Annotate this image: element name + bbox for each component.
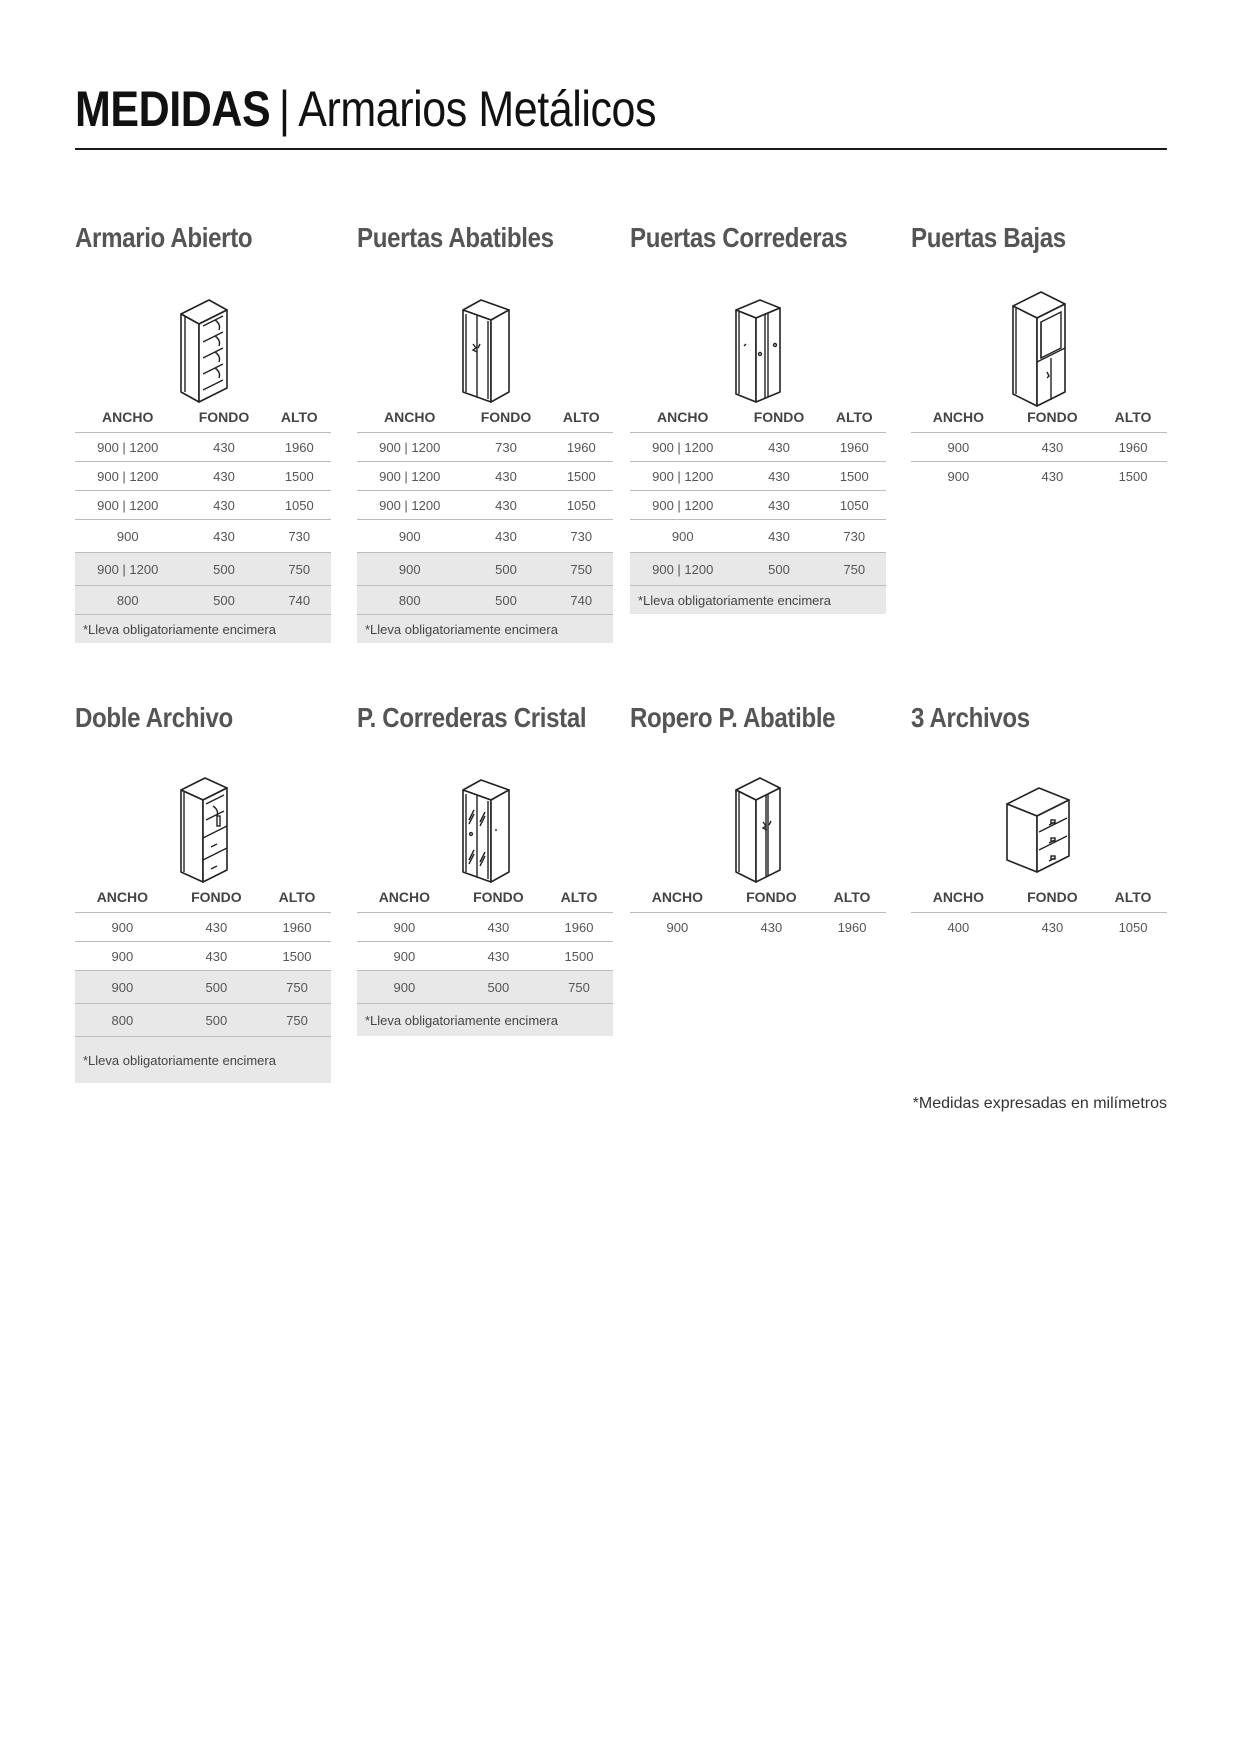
cell-alto: 730	[823, 520, 886, 553]
open-shelf-cabinet-icon	[173, 292, 233, 408]
table-row	[357, 491, 613, 520]
cell-alto: 1500	[550, 462, 613, 491]
measurements-footnote: *Medidas expresadas en milímetros	[912, 1095, 1167, 1112]
dimensions-table	[357, 882, 613, 1036]
cell-ancho: 900 | 1200	[357, 433, 462, 462]
col-ancho: ANCHO	[630, 882, 725, 913]
cell-fondo: 430	[452, 913, 545, 942]
low-doors-cabinet-icon	[1007, 286, 1071, 412]
section-title: Puertas Abatibles	[357, 222, 554, 253]
dimensions-table	[630, 882, 886, 941]
header-divider	[75, 148, 1167, 150]
section-puertas-abatibles	[357, 220, 613, 637]
cell-ancho: 400	[947, 919, 970, 935]
hinged-doors-cabinet-icon	[455, 292, 515, 408]
cell-alto: 750	[823, 553, 886, 586]
cell-ancho: 900	[357, 913, 452, 942]
cell-ancho: 900	[357, 553, 462, 586]
table-row	[75, 942, 331, 971]
col-ancho: ANCHO	[75, 402, 180, 433]
cell-ancho: 900 | 1200	[75, 491, 180, 520]
section-title: Armario Abierto	[75, 222, 253, 253]
col-alto: ALTO	[268, 402, 331, 433]
table-row	[75, 520, 331, 553]
cell-fondo: 430	[760, 919, 783, 935]
title-strong: MEDIDAS	[75, 81, 271, 137]
cell-fondo: 500	[170, 971, 263, 1004]
col-alto: ALTO	[263, 882, 331, 913]
section-correderas-cristal	[357, 700, 613, 1028]
note-text: *Lleva obligatoriamente encimera	[75, 1037, 331, 1084]
cell-alto: 1500	[268, 462, 331, 491]
note-row	[75, 615, 331, 644]
note-text: *Lleva obligatoriamente encimera	[357, 615, 613, 644]
section-title: Puertas Bajas	[911, 222, 1066, 253]
col-alto: ALTO	[1099, 402, 1167, 433]
cell-fondo: 430	[735, 462, 822, 491]
col-alto: ALTO	[818, 882, 886, 913]
dimensions-table	[911, 402, 1167, 490]
table-row	[75, 433, 331, 462]
cell-ancho: 900 | 1200	[630, 491, 735, 520]
section-3-archivos	[911, 700, 1167, 935]
illustration	[75, 280, 331, 410]
cell-alto: 740	[550, 586, 613, 615]
table-row	[630, 462, 886, 491]
illustration	[911, 760, 1167, 890]
cell-fondo: 430	[170, 913, 263, 942]
cell-fondo: 430	[170, 942, 263, 971]
cell-alto: 1500	[823, 462, 886, 491]
glass-sliding-doors-cabinet-icon	[455, 772, 515, 888]
dimensions-table	[911, 882, 1167, 941]
col-ancho: ANCHO	[630, 402, 735, 433]
cell-ancho: 800	[75, 1004, 170, 1037]
col-fondo: FONDO	[180, 402, 267, 433]
page-header	[75, 78, 1167, 140]
table-row	[357, 520, 613, 553]
dimensions-table	[357, 402, 613, 643]
page-title	[75, 78, 1014, 140]
table-row	[911, 913, 1167, 942]
section-title: Doble Archivo	[75, 702, 233, 733]
cell-fondo: 430	[735, 520, 822, 553]
cell-fondo: 430	[1041, 919, 1064, 935]
cell-fondo: 430	[180, 491, 267, 520]
illustration	[357, 760, 613, 890]
cell-fondo: 500	[180, 586, 267, 615]
cell-ancho: 900 | 1200	[75, 553, 180, 586]
cell-fondo: 500	[452, 971, 545, 1004]
cell-ancho: 900 | 1200	[357, 462, 462, 491]
three-drawer-file-icon	[1003, 780, 1075, 880]
cell-alto: 750	[263, 1004, 331, 1037]
cell-fondo: 500	[462, 553, 549, 586]
note-row	[75, 1037, 331, 1084]
cell-alto: 1960	[268, 433, 331, 462]
table-header-row	[911, 882, 1167, 913]
section-doble-archivo	[75, 700, 331, 1068]
table-row	[911, 433, 1167, 462]
table-row	[357, 971, 613, 1004]
cell-ancho: 900	[75, 520, 180, 553]
table-row	[630, 491, 886, 520]
cell-alto: 1960	[263, 913, 331, 942]
table-row	[630, 913, 886, 942]
col-fondo: FONDO	[725, 882, 818, 913]
cell-alto: 1050	[550, 491, 613, 520]
cell-fondo: 430	[735, 433, 822, 462]
section-puertas-correderas	[630, 220, 886, 608]
cell-alto: 730	[268, 520, 331, 553]
col-fondo: FONDO	[170, 882, 263, 913]
cell-ancho: 900 | 1200	[357, 491, 462, 520]
cell-alto: 1050	[823, 491, 886, 520]
note-text: *Lleva obligatoriamente encimera	[630, 586, 886, 615]
dimensions-table	[630, 402, 886, 614]
cell-alto: 740	[268, 586, 331, 615]
section-ropero-abatible	[630, 700, 886, 935]
table-row	[357, 586, 613, 615]
table-row	[75, 462, 331, 491]
table-row	[75, 586, 331, 615]
cell-alto: 1960	[545, 913, 613, 942]
col-fondo: FONDO	[462, 402, 549, 433]
cell-alto: 1050	[1118, 919, 1148, 935]
cell-ancho: 800	[75, 586, 180, 615]
table-row	[630, 553, 886, 586]
cell-alto: 1500	[545, 942, 613, 971]
cell-ancho: 900	[911, 433, 1006, 462]
title-subtitle: Armarios Metálicos	[298, 81, 657, 137]
dimensions-table	[75, 402, 331, 643]
cell-fondo: 430	[180, 433, 267, 462]
col-alto: ALTO	[545, 882, 613, 913]
cell-fondo: 430	[1041, 468, 1064, 484]
cell-fondo: 500	[462, 586, 549, 615]
cell-ancho: 800	[357, 586, 462, 615]
table-row	[357, 553, 613, 586]
cell-alto: 1960	[1099, 433, 1167, 462]
cell-ancho: 900	[666, 919, 689, 935]
table-header-row	[630, 882, 886, 913]
col-fondo: FONDO	[1006, 402, 1099, 433]
title-separator: |	[278, 81, 290, 137]
table-row	[75, 1004, 331, 1037]
col-fondo: FONDO	[735, 402, 822, 433]
col-ancho: ANCHO	[75, 882, 170, 913]
cell-alto: 750	[263, 971, 331, 1004]
table-row	[357, 433, 613, 462]
cell-ancho: 900	[357, 971, 452, 1004]
note-row	[630, 586, 886, 615]
cell-ancho: 900 | 1200	[75, 433, 180, 462]
cell-alto: 750	[545, 971, 613, 1004]
illustration	[630, 760, 886, 890]
cell-ancho: 900 | 1200	[630, 462, 735, 491]
section-title: P. Correderas Cristal	[357, 702, 587, 733]
cell-fondo: 430	[735, 491, 822, 520]
table-row	[75, 913, 331, 942]
table-row	[630, 433, 886, 462]
col-ancho: ANCHO	[911, 402, 1006, 433]
cell-alto: 1050	[268, 491, 331, 520]
cell-fondo: 430	[452, 942, 545, 971]
table-row	[630, 520, 886, 553]
cell-alto: 1960	[837, 919, 867, 935]
table-row	[75, 491, 331, 520]
col-fondo: FONDO	[452, 882, 545, 913]
cell-ancho: 900	[75, 971, 170, 1004]
cell-fondo: 730	[462, 433, 549, 462]
illustration	[630, 280, 886, 410]
table-row	[911, 462, 1167, 491]
col-ancho: ANCHO	[357, 882, 452, 913]
cell-fondo: 500	[735, 553, 822, 586]
section-armario-abierto	[75, 220, 331, 637]
cell-alto: 1960	[550, 433, 613, 462]
col-ancho: ANCHO	[357, 402, 462, 433]
table-header-row	[630, 402, 886, 433]
cell-fondo: 430	[462, 462, 549, 491]
col-alto: ALTO	[550, 402, 613, 433]
table-row	[75, 971, 331, 1004]
note-text: *Lleva obligatoriamente encimera	[75, 615, 331, 644]
section-title: 3 Archivos	[911, 702, 1030, 733]
illustration	[75, 760, 331, 890]
table-row	[357, 913, 613, 942]
cell-alto: 730	[550, 520, 613, 553]
cell-alto: 750	[550, 553, 613, 586]
table-header-row	[911, 402, 1167, 433]
col-fondo: FONDO	[1006, 882, 1099, 913]
col-alto: ALTO	[823, 402, 886, 433]
cell-fondo: 430	[462, 491, 549, 520]
cell-fondo: 430	[462, 520, 549, 553]
cell-alto: 1500	[1118, 468, 1148, 484]
note-row	[357, 615, 613, 644]
dimensions-table	[75, 882, 331, 1083]
cell-fondo: 500	[170, 1004, 263, 1037]
cell-ancho: 900	[75, 942, 170, 971]
wardrobe-hinged-door-icon	[728, 772, 788, 888]
cell-ancho: 900	[357, 942, 452, 971]
col-ancho: ANCHO	[911, 882, 1006, 913]
illustration	[911, 280, 1167, 410]
cell-ancho: 900	[630, 520, 735, 553]
cell-fondo: 500	[180, 553, 267, 586]
section-puertas-bajas	[911, 220, 1167, 484]
cell-alto: 750	[268, 553, 331, 586]
section-title: Ropero P. Abatible	[630, 702, 836, 733]
cell-ancho: 900	[357, 520, 462, 553]
cell-fondo: 430	[180, 462, 267, 491]
table-row	[357, 942, 613, 971]
table-header-row	[357, 882, 613, 913]
cell-alto: 1960	[823, 433, 886, 462]
cell-ancho: 900 | 1200	[630, 553, 735, 586]
illustration	[357, 280, 613, 410]
cell-fondo: 430	[1006, 433, 1099, 462]
cell-ancho: 900 | 1200	[75, 462, 180, 491]
table-row	[357, 462, 613, 491]
cell-ancho: 900	[947, 468, 970, 484]
cell-ancho: 900	[75, 913, 170, 942]
cell-fondo: 430	[180, 520, 267, 553]
table-header-row	[75, 402, 331, 433]
section-title: Puertas Correderas	[630, 222, 848, 253]
note-text: *Lleva obligatoriamente encimera	[357, 1004, 613, 1037]
table-header-row	[75, 882, 331, 913]
note-row	[357, 1004, 613, 1037]
table-header-row	[357, 402, 613, 433]
table-row	[75, 553, 331, 586]
sliding-doors-cabinet-icon	[728, 292, 788, 408]
double-file-cabinet-icon	[173, 772, 233, 888]
cell-ancho: 900 | 1200	[630, 433, 735, 462]
cell-alto: 1500	[263, 942, 331, 971]
col-alto: ALTO	[1099, 882, 1167, 913]
